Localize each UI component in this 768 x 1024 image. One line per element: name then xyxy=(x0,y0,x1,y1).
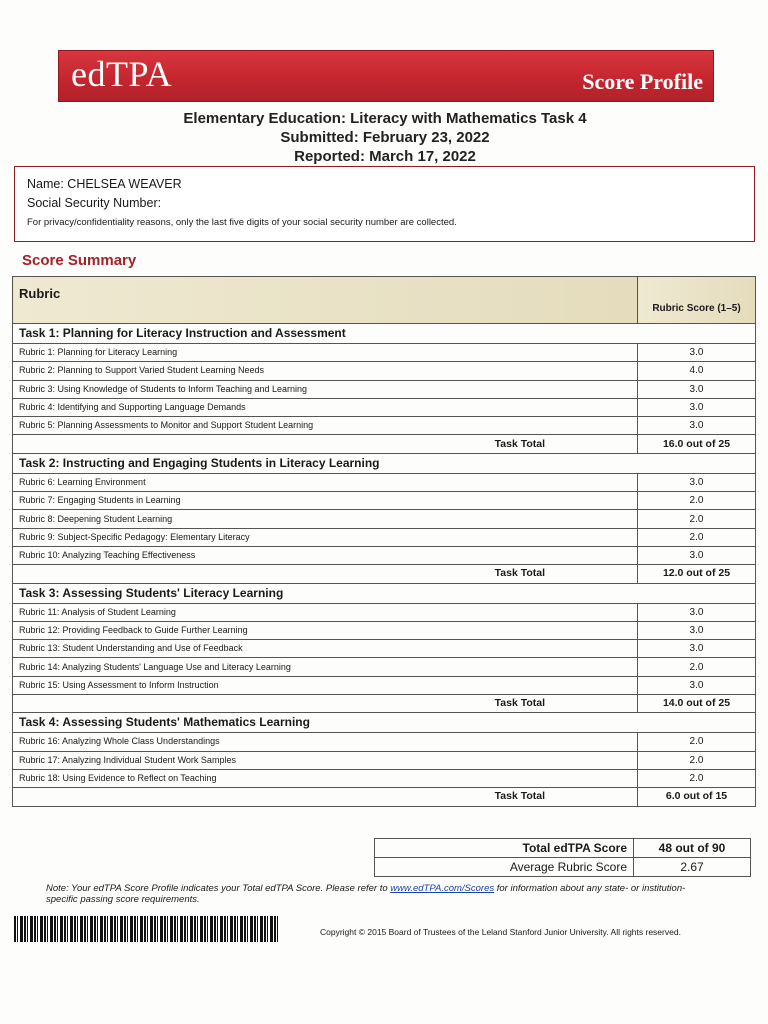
reported-date: Reported: March 17, 2022 xyxy=(294,148,476,165)
scores-link[interactable]: www.edTPA.com/Scores xyxy=(390,883,495,894)
rubric-label: Rubric 16: Analyzing Whole Class Understandings xyxy=(13,733,638,751)
task-header-row xyxy=(13,453,756,473)
rubric-label: Rubric 7: Engaging Students in Learning xyxy=(13,492,638,510)
rubric-row xyxy=(13,640,756,658)
rubric-score: 3.0 xyxy=(638,621,756,639)
rubric-score: 3.0 xyxy=(638,546,756,564)
task-total-row xyxy=(13,435,756,453)
rubric-label: Rubric 17: Analyzing Individual Student Work Samples xyxy=(13,751,638,769)
rubric-row xyxy=(13,344,756,362)
task-header-row xyxy=(13,324,756,344)
rubric-label: Rubric 13: Student Understanding and Use of Feedback xyxy=(13,640,638,658)
banner-title: Score Profile xyxy=(582,69,703,94)
task-total-label: Task Total xyxy=(13,565,638,583)
rubric-row xyxy=(13,528,756,546)
task-total-label: Task Total xyxy=(13,788,638,806)
task-total-row xyxy=(13,695,756,713)
rubric-score: 3.0 xyxy=(638,417,756,435)
average-score-row xyxy=(375,858,751,877)
rubric-score: 3.0 xyxy=(638,603,756,621)
rubric-score: 2.0 xyxy=(638,751,756,769)
rubric-label: Rubric 2: Planning to Support Varied Student Learning Needs xyxy=(13,362,638,380)
rubric-row xyxy=(13,380,756,398)
program-title: Elementary Education: Literacy with Mathematics Task 4 xyxy=(183,110,587,127)
privacy-note: For privacy/confidentiality reasons, only the last five digits of your social security number are collected. xyxy=(27,217,457,228)
task-total-row xyxy=(13,788,756,806)
rubric-row xyxy=(13,751,756,769)
task-title: Task 4: Assessing Students' Mathematics Learning xyxy=(13,713,756,733)
task-title: Task 1: Planning for Literacy Instruction and Assessment xyxy=(13,324,756,344)
rubric-row xyxy=(13,603,756,621)
score-summary-title: Score Summary xyxy=(22,252,137,269)
table-header-row xyxy=(13,277,756,324)
rubric-row xyxy=(13,492,756,510)
total-score-label: Total edTPA Score xyxy=(375,839,634,858)
task-total-value: 12.0 out of 25 xyxy=(638,565,756,583)
note-suffix: for information about any state- or institution-specific passing score requirements. xyxy=(46,883,686,905)
rubric-row xyxy=(13,658,756,676)
rubric-label: Rubric 4: Identifying and Supporting Language Demands xyxy=(13,398,638,416)
task-header-row xyxy=(13,583,756,603)
task-total-value: 16.0 out of 25 xyxy=(638,435,756,453)
rubric-column-header: Rubric xyxy=(13,277,638,324)
rubric-row xyxy=(13,417,756,435)
copyright: Copyright © 2015 Board of Trustees of the Leland Stanford Junior University. All rights reserved. xyxy=(320,927,681,937)
rubric-label: Rubric 3: Using Knowledge of Students to Inform Teaching and Learning xyxy=(13,380,638,398)
score-note xyxy=(46,883,686,905)
task-total-row xyxy=(13,565,756,583)
task-title: Task 2: Instructing and Engaging Students in Literacy Learning xyxy=(13,453,756,473)
submitted-date: Submitted: February 23, 2022 xyxy=(280,129,490,146)
rubric-row xyxy=(13,546,756,564)
rubric-label: Rubric 5: Planning Assessments to Monitor and Support Student Learning xyxy=(13,417,638,435)
rubric-score: 3.0 xyxy=(638,398,756,416)
rubric-label: Rubric 14: Analyzing Students' Language Use and Literacy Learning xyxy=(13,658,638,676)
total-score-value: 48 out of 90 xyxy=(634,839,751,858)
edtpa-logo: edTPA xyxy=(71,54,173,94)
rubric-label: Rubric 18: Using Evidence to Reflect on Teaching xyxy=(13,769,638,787)
ssn-label: Social Security Number: xyxy=(27,196,162,210)
overall-totals-table xyxy=(374,838,751,877)
rubric-row xyxy=(13,769,756,787)
rubric-row xyxy=(13,676,756,694)
rubric-score: 2.0 xyxy=(638,769,756,787)
rubric-label: Rubric 8: Deepening Student Learning xyxy=(13,510,638,528)
rubric-row xyxy=(13,510,756,528)
rubric-score: 2.0 xyxy=(638,658,756,676)
rubric-score: 3.0 xyxy=(638,344,756,362)
task-total-value: 14.0 out of 25 xyxy=(638,695,756,713)
total-score-row xyxy=(375,839,751,858)
score-summary-table xyxy=(12,276,756,807)
barcode xyxy=(14,916,278,942)
candidate-info-box xyxy=(14,166,755,242)
rubric-label: Rubric 11: Analysis of Student Learning xyxy=(13,603,638,621)
task-total-label: Task Total xyxy=(13,435,638,453)
rubric-row xyxy=(13,398,756,416)
rubric-label: Rubric 15: Using Assessment to Inform Instruction xyxy=(13,676,638,694)
rubric-score: 3.0 xyxy=(638,380,756,398)
rubric-score: 2.0 xyxy=(638,733,756,751)
rubric-score: 3.0 xyxy=(638,640,756,658)
rubric-score: 3.0 xyxy=(638,473,756,491)
rubric-label: Rubric 12: Providing Feedback to Guide Further Learning xyxy=(13,621,638,639)
rubric-label: Rubric 10: Analyzing Teaching Effectiveness xyxy=(13,546,638,564)
rubric-row xyxy=(13,621,756,639)
task-total-label: Task Total xyxy=(13,695,638,713)
header-banner xyxy=(58,50,714,102)
rubric-row xyxy=(13,733,756,751)
average-score-label: Average Rubric Score xyxy=(375,858,634,877)
task-title: Task 3: Assessing Students' Literacy Learning xyxy=(13,583,756,603)
score-column-header: Rubric Score (1–5) xyxy=(638,277,756,324)
task-header-row xyxy=(13,713,756,733)
task-total-value: 6.0 out of 15 xyxy=(638,788,756,806)
rubric-row xyxy=(13,473,756,491)
rubric-label: Rubric 6: Learning Environment xyxy=(13,473,638,491)
note-prefix: Note: Your edTPA Score Profile indicates your Total edTPA Score. Please refer to xyxy=(46,883,391,894)
rubric-label: Rubric 9: Subject-Specific Pedagogy: Elementary Literacy xyxy=(13,528,638,546)
rubric-label: Rubric 1: Planning for Literacy Learning xyxy=(13,344,638,362)
rubric-score: 2.0 xyxy=(638,510,756,528)
rubric-row xyxy=(13,362,756,380)
rubric-score: 2.0 xyxy=(638,528,756,546)
average-score-value: 2.67 xyxy=(634,858,751,877)
rubric-score: 2.0 xyxy=(638,492,756,510)
rubric-score: 4.0 xyxy=(638,362,756,380)
rubric-score: 3.0 xyxy=(638,676,756,694)
candidate-name: Name: CHELSEA WEAVER xyxy=(27,177,182,191)
